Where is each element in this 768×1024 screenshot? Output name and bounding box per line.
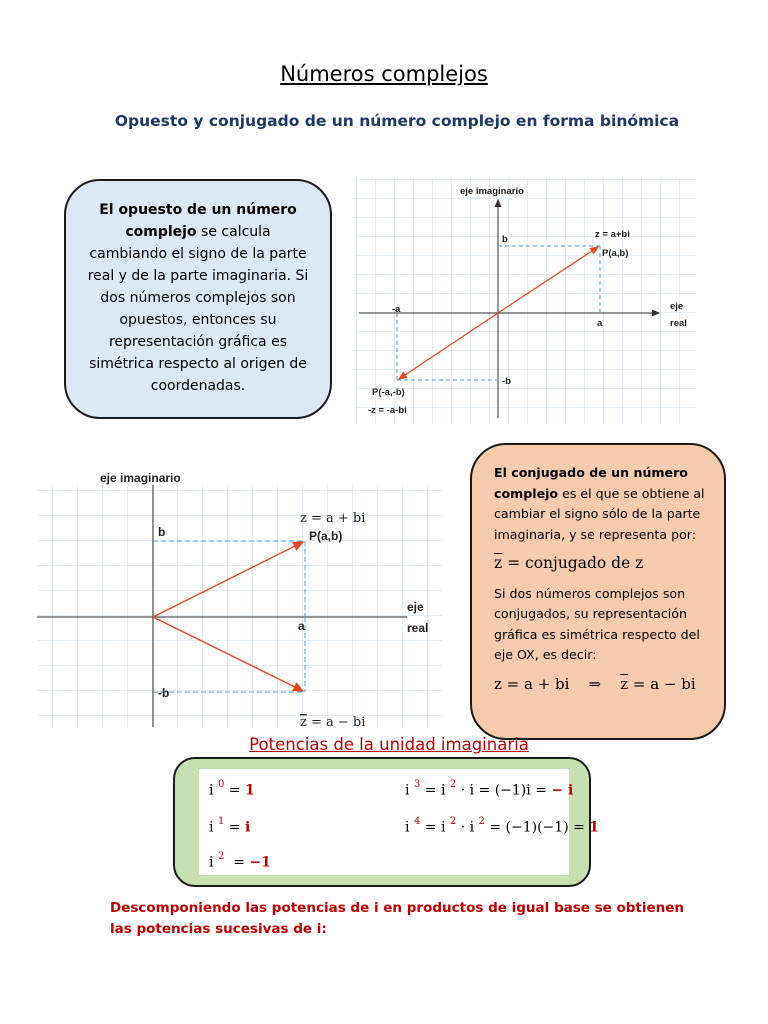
b-label: b (158, 525, 166, 539)
section-subtitle: Opuesto y conjugado de un número complejo en forma binómica (114, 112, 680, 130)
z-label: z = a+bi (595, 229, 630, 240)
zbar-z: z (300, 715, 307, 730)
page-title: Números complejos (280, 62, 488, 86)
p-label: P(a,b) (602, 248, 629, 259)
conjugado-formula (494, 553, 708, 574)
neg-b-label: -b (502, 376, 511, 387)
x-axis-label-1: eje (670, 301, 684, 312)
conjugado-text: es el que se obtiene al cambiar el signo sólo de la parte imaginaria, y se representa por: (494, 485, 705, 542)
x-axis-label-2: real (670, 318, 687, 329)
formula-zbar: $\overline{z}$ (494, 554, 503, 572)
powers-box (173, 757, 600, 887)
a-label: a (597, 318, 603, 329)
mid2: · i (456, 819, 475, 836)
p-neg-label: P(-a,-b) (372, 387, 405, 398)
zbar-label (300, 715, 365, 730)
power-4: i $^4$ = i $^2$ · i $^2$ = (−1)(−1) = 1 (405, 816, 600, 836)
z-label: z = a + bi (300, 511, 366, 526)
opuesto-text: se calcula cambiando el signo de la parte real y de la parte imaginaria. Si dos números complejos son opuestos, entonces su representación gráfica es simétrica respecto al origen de coordenadas. (87, 224, 309, 394)
neg-a-label: -a (392, 304, 401, 315)
y-axis-label: eje imaginario (460, 186, 524, 197)
conjugado-intro (494, 463, 708, 545)
y-axis-label: eje imaginario (100, 471, 181, 485)
mid: = i (420, 782, 446, 799)
conjugado-box (470, 443, 726, 740)
grid (37, 485, 442, 727)
power-2: i $^2$ = −1 (209, 851, 271, 871)
exp: 1 (217, 816, 225, 827)
z-neg-label: -z = -a-bi (368, 405, 407, 416)
a-label: a (298, 619, 305, 633)
opuesto-box (64, 179, 332, 419)
power-1: i $^1$ = i (209, 816, 251, 836)
conjugado-graph (37, 463, 442, 735)
exp: 2 (217, 851, 225, 862)
p-label: P(a,b) (309, 529, 343, 543)
power-0: i $^0$ = 1 (209, 779, 255, 799)
x-axis-label-1: eje (407, 600, 424, 614)
conjugado-formula2 (494, 674, 708, 695)
result: − i (551, 782, 574, 799)
conjugado-text2: Si dos números complejos son conjugados, su representación gráfica es simétrica respecto del eje OX, es decir: (494, 585, 700, 662)
result: i (244, 819, 251, 836)
footer-text: Descomponiendo las potencias de i en productos de igual base se obtienen las potencias sucesivas de i: (110, 900, 685, 937)
exp: 3 (413, 779, 421, 790)
mid: = i (420, 819, 446, 836)
opuesto-graph (354, 178, 696, 424)
b-label: b (502, 234, 508, 245)
powers-title: Potencias de la unidad imaginaria (249, 735, 529, 754)
zbar-rest: = a − bi (306, 715, 366, 730)
x-axis-label-2: real (407, 621, 429, 635)
result: 1 (589, 819, 600, 836)
exp: 0 (217, 779, 225, 790)
implies-icon: ⇒ (588, 674, 602, 693)
formula2-left: z = a + bi (494, 674, 570, 693)
result: 1 (244, 782, 255, 799)
power-3: i $^3$ = i $^2$ · i = (−1)i = − i (405, 779, 574, 799)
powers-inner (199, 769, 600, 875)
tail: · i = (−1)i = (456, 782, 552, 799)
formula2-zbar: $\overline{z}$ (620, 674, 629, 693)
neg-b-label: -b (158, 686, 170, 700)
conjugado-bold: El conjugado de un número complejo (494, 465, 688, 501)
exp2: 2 (449, 779, 457, 790)
tail: = (−1)(−1) = (484, 819, 590, 836)
exp3: 2 (478, 816, 485, 827)
formula2-right: = a − bi (628, 674, 696, 693)
result: −1 (249, 854, 271, 871)
grid (354, 178, 696, 424)
exp2: 2 (449, 816, 457, 827)
opuesto-bold: El opuesto de un número complejo (99, 202, 297, 240)
formula-rest: = conjugado de z (502, 554, 644, 572)
exp: 4 (413, 816, 421, 827)
